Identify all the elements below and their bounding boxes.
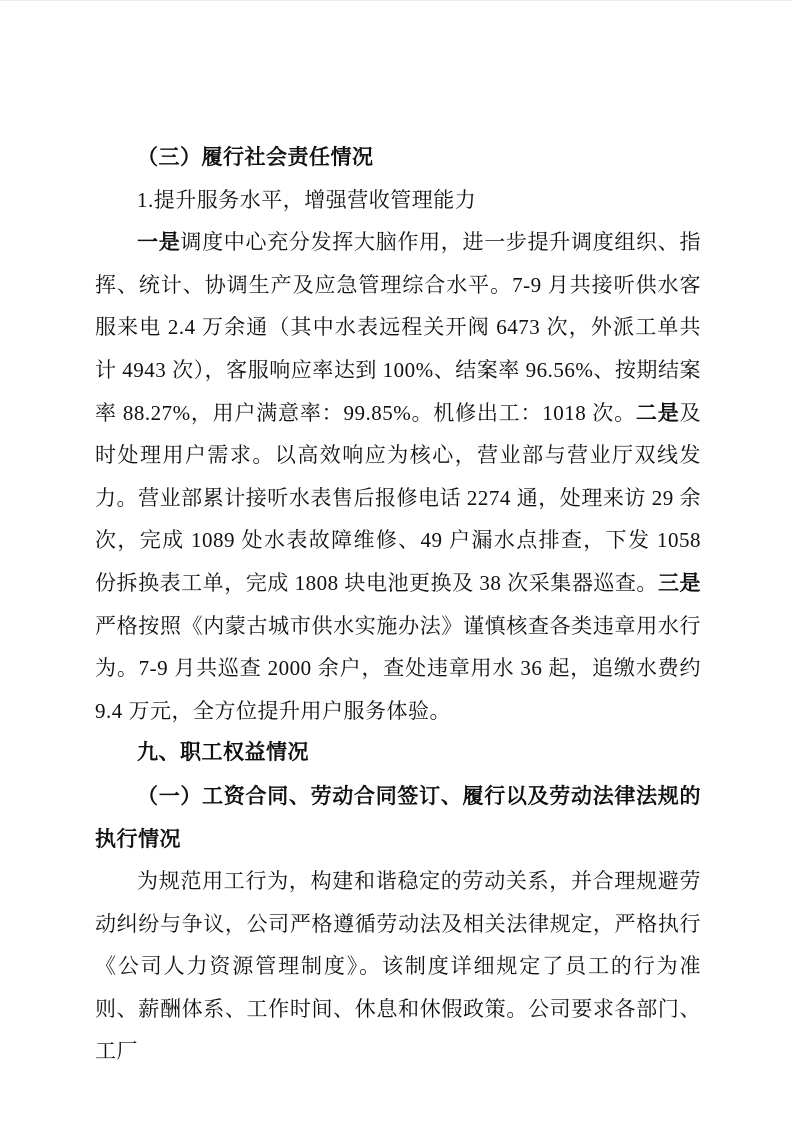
paragraph-service-details — [95, 221, 701, 732]
section-heading-labor-contracts: （一）工资合同、劳动合同签订、履行以及劳动法律法规的执行情况 — [95, 783, 701, 851]
bold-marker-first: 一是 — [137, 230, 181, 255]
text-run-dispatch-center: 调度中心充分发挥大脑作用，进一步提升调度组织、指挥、统计、协调生产及应急管理综合水平。7-9 月共接听供水客服来电 2.4 万余通（其中水表远程关开阀 6473 次，外派工单共计 4943 次），客服响应率达到 100%、结案率 96.56%、按期结案率 88.27%，用户满意率：99.85%。机修出工：1018 次。 — [95, 230, 702, 425]
bold-marker-second: 二是 — [635, 400, 680, 425]
text-run-water-inspection: 严格按照《内蒙古城市供水实施办法》谨慎核查各类违章用水行为。7-9 月共巡查 2000 余户，查处违章用水 36 起，追缴水费约 9.4 万元，全方位提升用户服务体验。 — [95, 613, 701, 723]
chapter-heading-employee-rights: 九、职工权益情况 — [137, 741, 309, 765]
text-run-user-needs: 及时处理用户需求。以高效响应为核心，营业部与营业厅双线发力。营业部累计接听水表售后报修电话 2274 通，处理来访 29 余次，完成 1089 处水表故障维修、49 户漏水点排查，下发 1058 份拆换表工单，完成 1808 块电池更换及 38 次采集器巡查。 — [95, 400, 701, 595]
bold-marker-third: 三是 — [657, 570, 702, 595]
section-heading-social-responsibility: （三）履行社会责任情况 — [137, 145, 374, 169]
page-content — [95, 136, 701, 1073]
subheading-service-level: 1.提升服务水平，增强营收管理能力 — [137, 187, 477, 212]
paragraph-labor-compliance: 为规范用工行为，构建和谐稳定的劳动关系，并合理规避劳动纠纷与争议，公司严格遵循劳动法及相关法律规定，严格执行《公司人力资源管理制度》。该制度详细规定了员工的行为准则、薪酬体系、工作时间、休息和休假政策。公司要求各部门、工厂 — [95, 869, 701, 1064]
